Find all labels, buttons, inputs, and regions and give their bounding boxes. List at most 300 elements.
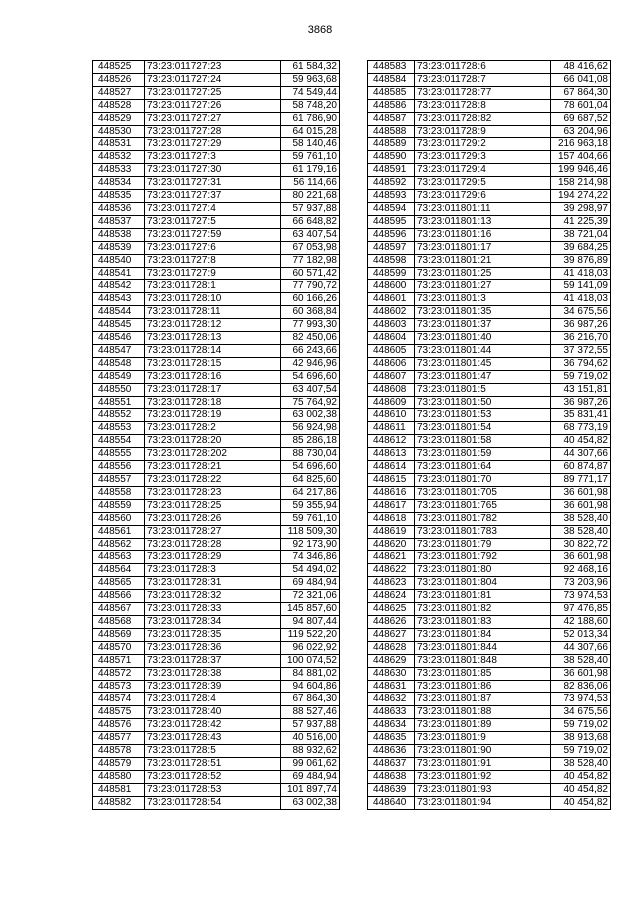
record-number-cell: 448588 bbox=[368, 125, 415, 138]
table-row bbox=[368, 409, 611, 422]
value-cell: 38 913,68 bbox=[551, 732, 611, 745]
table-row bbox=[93, 86, 340, 99]
cadastral-number-cell: 73:23:011801:50 bbox=[415, 396, 551, 409]
record-number-cell: 448607 bbox=[368, 370, 415, 383]
value-cell: 78 601,04 bbox=[551, 99, 611, 112]
cadastral-number-cell: 73:23:011728:6 bbox=[415, 61, 551, 74]
record-number-cell: 448525 bbox=[93, 61, 145, 74]
value-cell: 82 836,06 bbox=[551, 680, 611, 693]
record-number-cell: 448593 bbox=[368, 190, 415, 203]
value-cell: 41 418,03 bbox=[551, 293, 611, 306]
table-row bbox=[368, 706, 611, 719]
value-cell: 119 522,20 bbox=[281, 628, 340, 641]
value-cell: 60 874,87 bbox=[551, 461, 611, 474]
value-cell: 40 454,82 bbox=[551, 783, 611, 796]
record-number-cell: 448584 bbox=[368, 73, 415, 86]
cadastral-number-cell: 73:23:011728:14 bbox=[145, 344, 281, 357]
cadastral-number-cell: 73:23:011727:30 bbox=[145, 164, 281, 177]
cadastral-number-cell: 73:23:011728:23 bbox=[145, 486, 281, 499]
table-row bbox=[93, 435, 340, 448]
cadastral-number-cell: 73:23:011728:15 bbox=[145, 357, 281, 370]
table-row bbox=[93, 448, 340, 461]
record-number-cell: 448572 bbox=[93, 667, 145, 680]
record-number-cell: 448579 bbox=[93, 757, 145, 770]
cadastral-number-cell: 73:23:011727:59 bbox=[145, 228, 281, 241]
value-cell: 36 601,98 bbox=[551, 667, 611, 680]
record-number-cell: 448635 bbox=[368, 732, 415, 745]
table-row bbox=[368, 654, 611, 667]
cadastral-number-cell: 73:23:011727:26 bbox=[145, 99, 281, 112]
cadastral-number-cell: 73:23:011801:11 bbox=[415, 202, 551, 215]
cadastral-number-cell: 73:23:011801:58 bbox=[415, 435, 551, 448]
cadastral-number-cell: 73:23:011727:6 bbox=[145, 241, 281, 254]
cadastral-number-cell: 73:23:011801:79 bbox=[415, 538, 551, 551]
record-number-cell: 448634 bbox=[368, 719, 415, 732]
cadastral-number-cell: 73:23:011728:33 bbox=[145, 603, 281, 616]
value-cell: 60 571,42 bbox=[281, 267, 340, 280]
value-cell: 85 286,18 bbox=[281, 435, 340, 448]
value-cell: 39 298,97 bbox=[551, 202, 611, 215]
value-cell: 74 346,86 bbox=[281, 551, 340, 564]
table-row bbox=[368, 396, 611, 409]
cadastral-number-cell: 73:23:011728:42 bbox=[145, 719, 281, 732]
cadastral-number-cell: 73:23:011728:38 bbox=[145, 667, 281, 680]
table-row bbox=[368, 280, 611, 293]
table-row bbox=[93, 693, 340, 706]
record-number-cell: 448550 bbox=[93, 383, 145, 396]
record-number-cell: 448555 bbox=[93, 448, 145, 461]
record-number-cell: 448631 bbox=[368, 680, 415, 693]
cadastral-number-cell: 73:23:011728:16 bbox=[145, 370, 281, 383]
cadastral-number-cell: 73:23:011728:51 bbox=[145, 757, 281, 770]
table-row bbox=[368, 138, 611, 151]
table-row bbox=[368, 590, 611, 603]
table-row bbox=[93, 177, 340, 190]
cadastral-number-cell: 73:23:011729:4 bbox=[415, 164, 551, 177]
table-row bbox=[368, 241, 611, 254]
record-number-cell: 448530 bbox=[93, 125, 145, 138]
value-cell: 88 730,04 bbox=[281, 448, 340, 461]
record-number-cell: 448639 bbox=[368, 783, 415, 796]
record-number-cell: 448591 bbox=[368, 164, 415, 177]
value-cell: 84 881,02 bbox=[281, 667, 340, 680]
table-row bbox=[368, 319, 611, 332]
table-row bbox=[93, 499, 340, 512]
record-number-cell: 448538 bbox=[93, 228, 145, 241]
value-cell: 73 974,53 bbox=[551, 693, 611, 706]
value-cell: 44 307,66 bbox=[551, 448, 611, 461]
table-row bbox=[368, 202, 611, 215]
cadastral-number-cell: 73:23:011801:82 bbox=[415, 603, 551, 616]
record-number-cell: 448638 bbox=[368, 770, 415, 783]
cadastral-number-cell: 73:23:011801:88 bbox=[415, 706, 551, 719]
cadastral-number-cell: 73:23:011801:783 bbox=[415, 525, 551, 538]
table-row bbox=[93, 293, 340, 306]
record-number-cell: 448628 bbox=[368, 641, 415, 654]
value-cell: 61 786,90 bbox=[281, 112, 340, 125]
record-number-cell: 448563 bbox=[93, 551, 145, 564]
table-row bbox=[93, 99, 340, 112]
value-cell: 94 807,44 bbox=[281, 615, 340, 628]
table-row bbox=[93, 280, 340, 293]
record-number-cell: 448549 bbox=[93, 370, 145, 383]
record-number-cell: 448539 bbox=[93, 241, 145, 254]
value-cell: 100 074,52 bbox=[281, 654, 340, 667]
record-number-cell: 448608 bbox=[368, 383, 415, 396]
cadastral-number-cell: 73:23:011801:84 bbox=[415, 628, 551, 641]
value-cell: 61 179,16 bbox=[281, 164, 340, 177]
table-row bbox=[93, 332, 340, 345]
record-number-cell: 448582 bbox=[93, 796, 145, 809]
table-row bbox=[93, 357, 340, 370]
record-number-cell: 448567 bbox=[93, 603, 145, 616]
table-row bbox=[368, 461, 611, 474]
record-number-cell: 448554 bbox=[93, 435, 145, 448]
cadastral-number-cell: 73:23:011728:40 bbox=[145, 706, 281, 719]
table-row bbox=[368, 486, 611, 499]
value-cell: 63 407,54 bbox=[281, 383, 340, 396]
record-number-cell: 448596 bbox=[368, 228, 415, 241]
cadastral-number-cell: 73:23:011801:17 bbox=[415, 241, 551, 254]
value-cell: 63 002,38 bbox=[281, 409, 340, 422]
value-cell: 59 963,68 bbox=[281, 73, 340, 86]
record-number-cell: 448581 bbox=[93, 783, 145, 796]
value-cell: 40 454,82 bbox=[551, 796, 611, 809]
table-row bbox=[93, 628, 340, 641]
cadastral-number-cell: 73:23:011727:23 bbox=[145, 61, 281, 74]
table-row bbox=[93, 783, 340, 796]
record-number-cell: 448615 bbox=[368, 474, 415, 487]
record-number-cell: 448594 bbox=[368, 202, 415, 215]
table-row bbox=[368, 693, 611, 706]
value-cell: 194 274,22 bbox=[551, 190, 611, 203]
value-cell: 36 601,98 bbox=[551, 551, 611, 564]
value-cell: 145 857,60 bbox=[281, 603, 340, 616]
cadastral-number-cell: 73:23:011801:59 bbox=[415, 448, 551, 461]
cadastral-number-cell: 73:23:011728:18 bbox=[145, 396, 281, 409]
cadastral-number-cell: 73:23:011728:9 bbox=[415, 125, 551, 138]
value-cell: 48 416,62 bbox=[551, 61, 611, 74]
value-cell: 59 141,09 bbox=[551, 280, 611, 293]
table-row bbox=[93, 461, 340, 474]
record-number-cell: 448587 bbox=[368, 112, 415, 125]
cadastral-number-cell: 73:23:011801:44 bbox=[415, 344, 551, 357]
record-number-cell: 448546 bbox=[93, 332, 145, 345]
table-row bbox=[368, 512, 611, 525]
value-cell: 66 648,82 bbox=[281, 215, 340, 228]
record-number-cell: 448536 bbox=[93, 202, 145, 215]
table-row bbox=[368, 344, 611, 357]
value-cell: 58 140,46 bbox=[281, 138, 340, 151]
value-cell: 66 243,66 bbox=[281, 344, 340, 357]
cadastral-number-cell: 73:23:011728:54 bbox=[145, 796, 281, 809]
cadastral-number-cell: 73:23:011728:32 bbox=[145, 590, 281, 603]
table-row bbox=[93, 590, 340, 603]
table-row bbox=[93, 319, 340, 332]
table-row bbox=[368, 73, 611, 86]
record-number-cell: 448636 bbox=[368, 745, 415, 758]
value-cell: 41 225,39 bbox=[551, 215, 611, 228]
table-row bbox=[368, 551, 611, 564]
cadastral-number-cell: 73:23:011801:54 bbox=[415, 422, 551, 435]
table-row bbox=[93, 706, 340, 719]
table-row bbox=[93, 512, 340, 525]
record-number-cell: 448571 bbox=[93, 654, 145, 667]
table-row bbox=[368, 254, 611, 267]
record-number-cell: 448540 bbox=[93, 254, 145, 267]
cadastral-number-cell: 73:23:011801:37 bbox=[415, 319, 551, 332]
cadastral-number-cell: 73:23:011727:28 bbox=[145, 125, 281, 138]
record-number-cell: 448527 bbox=[93, 86, 145, 99]
table-row bbox=[93, 615, 340, 628]
cadastral-number-cell: 73:23:011728:8 bbox=[415, 99, 551, 112]
record-number-cell: 448566 bbox=[93, 590, 145, 603]
table-row bbox=[93, 770, 340, 783]
cadastral-number-cell: 73:23:011727:29 bbox=[145, 138, 281, 151]
cadastral-number-cell: 73:23:011801:804 bbox=[415, 577, 551, 590]
record-number-cell: 448601 bbox=[368, 293, 415, 306]
value-cell: 37 372,55 bbox=[551, 344, 611, 357]
value-cell: 60 166,26 bbox=[281, 293, 340, 306]
value-cell: 88 527,46 bbox=[281, 706, 340, 719]
table-row bbox=[93, 164, 340, 177]
cadastral-number-cell: 73:23:011801:9 bbox=[415, 732, 551, 745]
value-cell: 69 484,94 bbox=[281, 577, 340, 590]
register-table-right bbox=[367, 60, 611, 810]
value-cell: 59 719,02 bbox=[551, 370, 611, 383]
table-row bbox=[368, 680, 611, 693]
record-number-cell: 448531 bbox=[93, 138, 145, 151]
record-number-cell: 448590 bbox=[368, 151, 415, 164]
record-number-cell: 448534 bbox=[93, 177, 145, 190]
table-row bbox=[368, 435, 611, 448]
record-number-cell: 448585 bbox=[368, 86, 415, 99]
record-number-cell: 448573 bbox=[93, 680, 145, 693]
record-number-cell: 448599 bbox=[368, 267, 415, 280]
cadastral-number-cell: 73:23:011728:36 bbox=[145, 641, 281, 654]
table-row bbox=[368, 267, 611, 280]
table-row bbox=[368, 770, 611, 783]
value-cell: 216 963,18 bbox=[551, 138, 611, 151]
value-cell: 80 221,68 bbox=[281, 190, 340, 203]
value-cell: 52 013,34 bbox=[551, 628, 611, 641]
value-cell: 60 368,84 bbox=[281, 306, 340, 319]
value-cell: 64 825,60 bbox=[281, 474, 340, 487]
cadastral-number-cell: 73:23:011728:21 bbox=[145, 461, 281, 474]
record-number-cell: 448577 bbox=[93, 732, 145, 745]
value-cell: 69 484,94 bbox=[281, 770, 340, 783]
cadastral-number-cell: 73:23:011801:765 bbox=[415, 499, 551, 512]
record-number-cell: 448611 bbox=[368, 422, 415, 435]
page-number: 3868 bbox=[307, 24, 333, 36]
cadastral-number-cell: 73:23:011728:25 bbox=[145, 499, 281, 512]
cadastral-number-cell: 73:23:011728:11 bbox=[145, 306, 281, 319]
cadastral-number-cell: 73:23:011727:27 bbox=[145, 112, 281, 125]
record-number-cell: 448627 bbox=[368, 628, 415, 641]
value-cell: 158 214,98 bbox=[551, 177, 611, 190]
value-cell: 92 173,90 bbox=[281, 538, 340, 551]
record-number-cell: 448632 bbox=[368, 693, 415, 706]
record-number-cell: 448610 bbox=[368, 409, 415, 422]
record-number-cell: 448598 bbox=[368, 254, 415, 267]
value-cell: 67 864,30 bbox=[281, 693, 340, 706]
cadastral-number-cell: 73:23:011801:90 bbox=[415, 745, 551, 758]
value-cell: 57 937,88 bbox=[281, 202, 340, 215]
record-number-cell: 448604 bbox=[368, 332, 415, 345]
table-row bbox=[368, 719, 611, 732]
value-cell: 40 454,82 bbox=[551, 770, 611, 783]
cadastral-number-cell: 73:23:011801:40 bbox=[415, 332, 551, 345]
value-cell: 56 114,66 bbox=[281, 177, 340, 190]
value-cell: 199 946,46 bbox=[551, 164, 611, 177]
table-row bbox=[93, 61, 340, 74]
cadastral-number-cell: 73:23:011801:25 bbox=[415, 267, 551, 280]
cadastral-number-cell: 73:23:011727:37 bbox=[145, 190, 281, 203]
value-cell: 118 509,30 bbox=[281, 525, 340, 538]
value-cell: 56 924,98 bbox=[281, 422, 340, 435]
cadastral-number-cell: 73:23:011801:53 bbox=[415, 409, 551, 422]
table-row bbox=[93, 577, 340, 590]
cadastral-number-cell: 73:23:011801:848 bbox=[415, 654, 551, 667]
cadastral-number-cell: 73:23:011727:9 bbox=[145, 267, 281, 280]
table-row bbox=[93, 344, 340, 357]
cadastral-number-cell: 73:23:011728:37 bbox=[145, 654, 281, 667]
value-cell: 77 790,72 bbox=[281, 280, 340, 293]
value-cell: 99 061,62 bbox=[281, 757, 340, 770]
value-cell: 54 696,60 bbox=[281, 461, 340, 474]
record-number-cell: 448557 bbox=[93, 474, 145, 487]
record-number-cell: 448553 bbox=[93, 422, 145, 435]
value-cell: 73 203,96 bbox=[551, 577, 611, 590]
value-cell: 59 761,10 bbox=[281, 512, 340, 525]
record-number-cell: 448569 bbox=[93, 628, 145, 641]
table-row bbox=[368, 370, 611, 383]
value-cell: 89 771,17 bbox=[551, 474, 611, 487]
table-row bbox=[368, 422, 611, 435]
cadastral-number-cell: 73:23:011729:3 bbox=[415, 151, 551, 164]
value-cell: 38 528,40 bbox=[551, 525, 611, 538]
value-cell: 58 748,20 bbox=[281, 99, 340, 112]
record-number-cell: 448602 bbox=[368, 306, 415, 319]
value-cell: 97 476,85 bbox=[551, 603, 611, 616]
table-row bbox=[93, 745, 340, 758]
cadastral-number-cell: 73:23:011728:202 bbox=[145, 448, 281, 461]
value-cell: 67 053,98 bbox=[281, 241, 340, 254]
record-number-cell: 448592 bbox=[368, 177, 415, 190]
record-number-cell: 448606 bbox=[368, 357, 415, 370]
cadastral-number-cell: 73:23:011728:39 bbox=[145, 680, 281, 693]
table-row bbox=[93, 241, 340, 254]
record-number-cell: 448624 bbox=[368, 590, 415, 603]
value-cell: 96 022,92 bbox=[281, 641, 340, 654]
cadastral-number-cell: 73:23:011727:8 bbox=[145, 254, 281, 267]
table-row bbox=[368, 190, 611, 203]
table-row bbox=[368, 564, 611, 577]
record-number-cell: 448633 bbox=[368, 706, 415, 719]
value-cell: 72 321,06 bbox=[281, 590, 340, 603]
table-row bbox=[93, 151, 340, 164]
cadastral-number-cell: 73:23:011801:705 bbox=[415, 486, 551, 499]
record-number-cell: 448564 bbox=[93, 564, 145, 577]
value-cell: 34 675,56 bbox=[551, 706, 611, 719]
cadastral-number-cell: 73:23:011801:16 bbox=[415, 228, 551, 241]
table-row bbox=[93, 680, 340, 693]
cadastral-number-cell: 73:23:011801:85 bbox=[415, 667, 551, 680]
record-number-cell: 448545 bbox=[93, 319, 145, 332]
value-cell: 63 407,54 bbox=[281, 228, 340, 241]
record-number-cell: 448629 bbox=[368, 654, 415, 667]
value-cell: 59 719,02 bbox=[551, 745, 611, 758]
record-number-cell: 448543 bbox=[93, 293, 145, 306]
cadastral-number-cell: 73:23:011801:94 bbox=[415, 796, 551, 809]
cadastral-number-cell: 73:23:011801:3 bbox=[415, 293, 551, 306]
table-row bbox=[368, 603, 611, 616]
cadastral-number-cell: 73:23:011801:45 bbox=[415, 357, 551, 370]
table-row bbox=[93, 202, 340, 215]
value-cell: 39 876,89 bbox=[551, 254, 611, 267]
cadastral-number-cell: 73:23:011728:27 bbox=[145, 525, 281, 538]
table-row bbox=[93, 667, 340, 680]
value-cell: 35 831,41 bbox=[551, 409, 611, 422]
value-cell: 42 188,60 bbox=[551, 615, 611, 628]
record-number-cell: 448616 bbox=[368, 486, 415, 499]
table-row bbox=[368, 228, 611, 241]
table-row bbox=[368, 628, 611, 641]
record-number-cell: 448589 bbox=[368, 138, 415, 151]
value-cell: 44 307,66 bbox=[551, 641, 611, 654]
cadastral-number-cell: 73:23:011801:93 bbox=[415, 783, 551, 796]
table-row bbox=[93, 409, 340, 422]
record-number-cell: 448595 bbox=[368, 215, 415, 228]
table-row bbox=[368, 61, 611, 74]
table-row bbox=[368, 448, 611, 461]
record-number-cell: 448570 bbox=[93, 641, 145, 654]
record-number-cell: 448625 bbox=[368, 603, 415, 616]
record-number-cell: 448623 bbox=[368, 577, 415, 590]
record-number-cell: 448548 bbox=[93, 357, 145, 370]
record-number-cell: 448612 bbox=[368, 435, 415, 448]
cadastral-number-cell: 73:23:011801:792 bbox=[415, 551, 551, 564]
record-number-cell: 448562 bbox=[93, 538, 145, 551]
value-cell: 40 516,00 bbox=[281, 732, 340, 745]
record-number-cell: 448556 bbox=[93, 461, 145, 474]
table-row bbox=[368, 525, 611, 538]
cadastral-number-cell: 73:23:011728:52 bbox=[145, 770, 281, 783]
record-number-cell: 448576 bbox=[93, 719, 145, 732]
cadastral-number-cell: 73:23:011728:20 bbox=[145, 435, 281, 448]
cadastral-number-cell: 73:23:011728:29 bbox=[145, 551, 281, 564]
record-number-cell: 448583 bbox=[368, 61, 415, 74]
record-number-cell: 448565 bbox=[93, 577, 145, 590]
table-body-right bbox=[368, 61, 611, 810]
value-cell: 38 528,40 bbox=[551, 654, 611, 667]
cadastral-number-cell: 73:23:011801:81 bbox=[415, 590, 551, 603]
cadastral-number-cell: 73:23:011801:92 bbox=[415, 770, 551, 783]
table-row bbox=[368, 99, 611, 112]
record-number-cell: 448630 bbox=[368, 667, 415, 680]
record-number-cell: 448541 bbox=[93, 267, 145, 280]
table-row bbox=[368, 499, 611, 512]
cadastral-number-cell: 73:23:011728:26 bbox=[145, 512, 281, 525]
record-number-cell: 448614 bbox=[368, 461, 415, 474]
cadastral-number-cell: 73:23:011728:31 bbox=[145, 577, 281, 590]
table-row bbox=[93, 215, 340, 228]
cadastral-number-cell: 73:23:011728:2 bbox=[145, 422, 281, 435]
table-row bbox=[93, 190, 340, 203]
record-number-cell: 448621 bbox=[368, 551, 415, 564]
record-number-cell: 448552 bbox=[93, 409, 145, 422]
table-row bbox=[93, 719, 340, 732]
